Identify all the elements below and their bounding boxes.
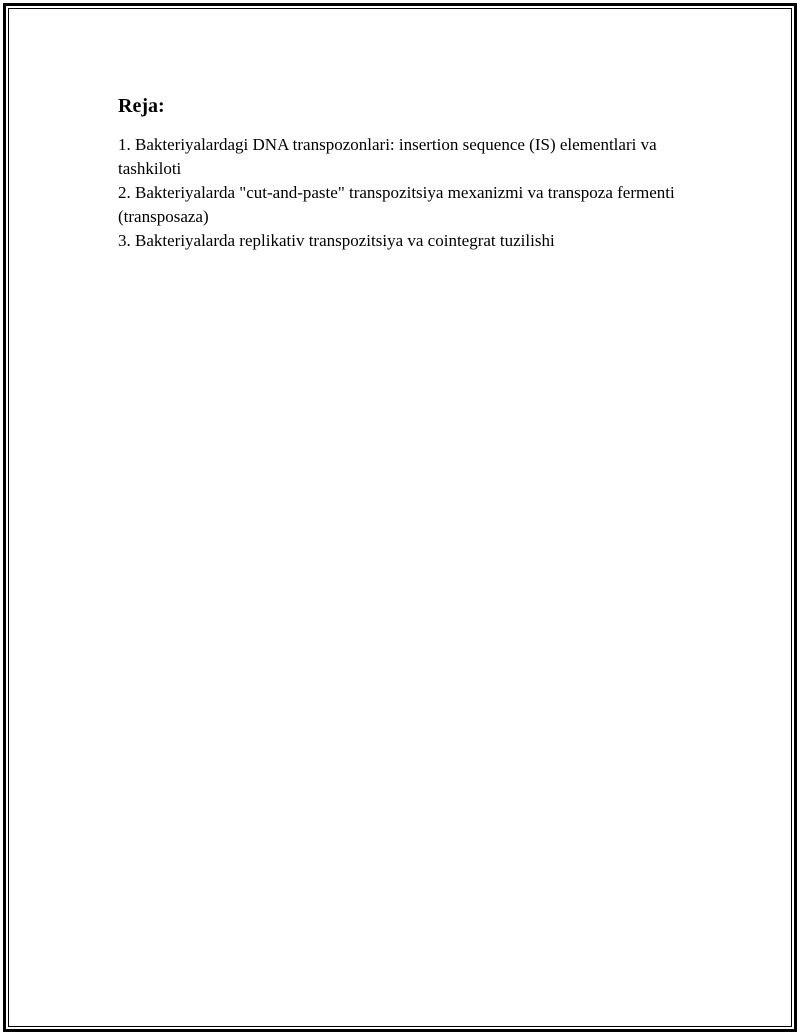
page-content [118, 93, 688, 253]
plan-item-1: 1. Bakteriyalardagi DNA transpozonlari: insertion sequence (IS) elementlari va tashkiloti [118, 135, 657, 178]
plan-item-2: 2. Bakteriyalarda "cut-and-paste" transpozitsiya mexanizmi va transpoza fermenti (transposaza) [118, 183, 675, 226]
plan-list [118, 133, 688, 253]
plan-item-3: 3. Bakteriyalarda replikativ transpozitsiya va cointegrat tuzilishi [118, 231, 555, 250]
plan-heading: Reja: [118, 95, 165, 117]
